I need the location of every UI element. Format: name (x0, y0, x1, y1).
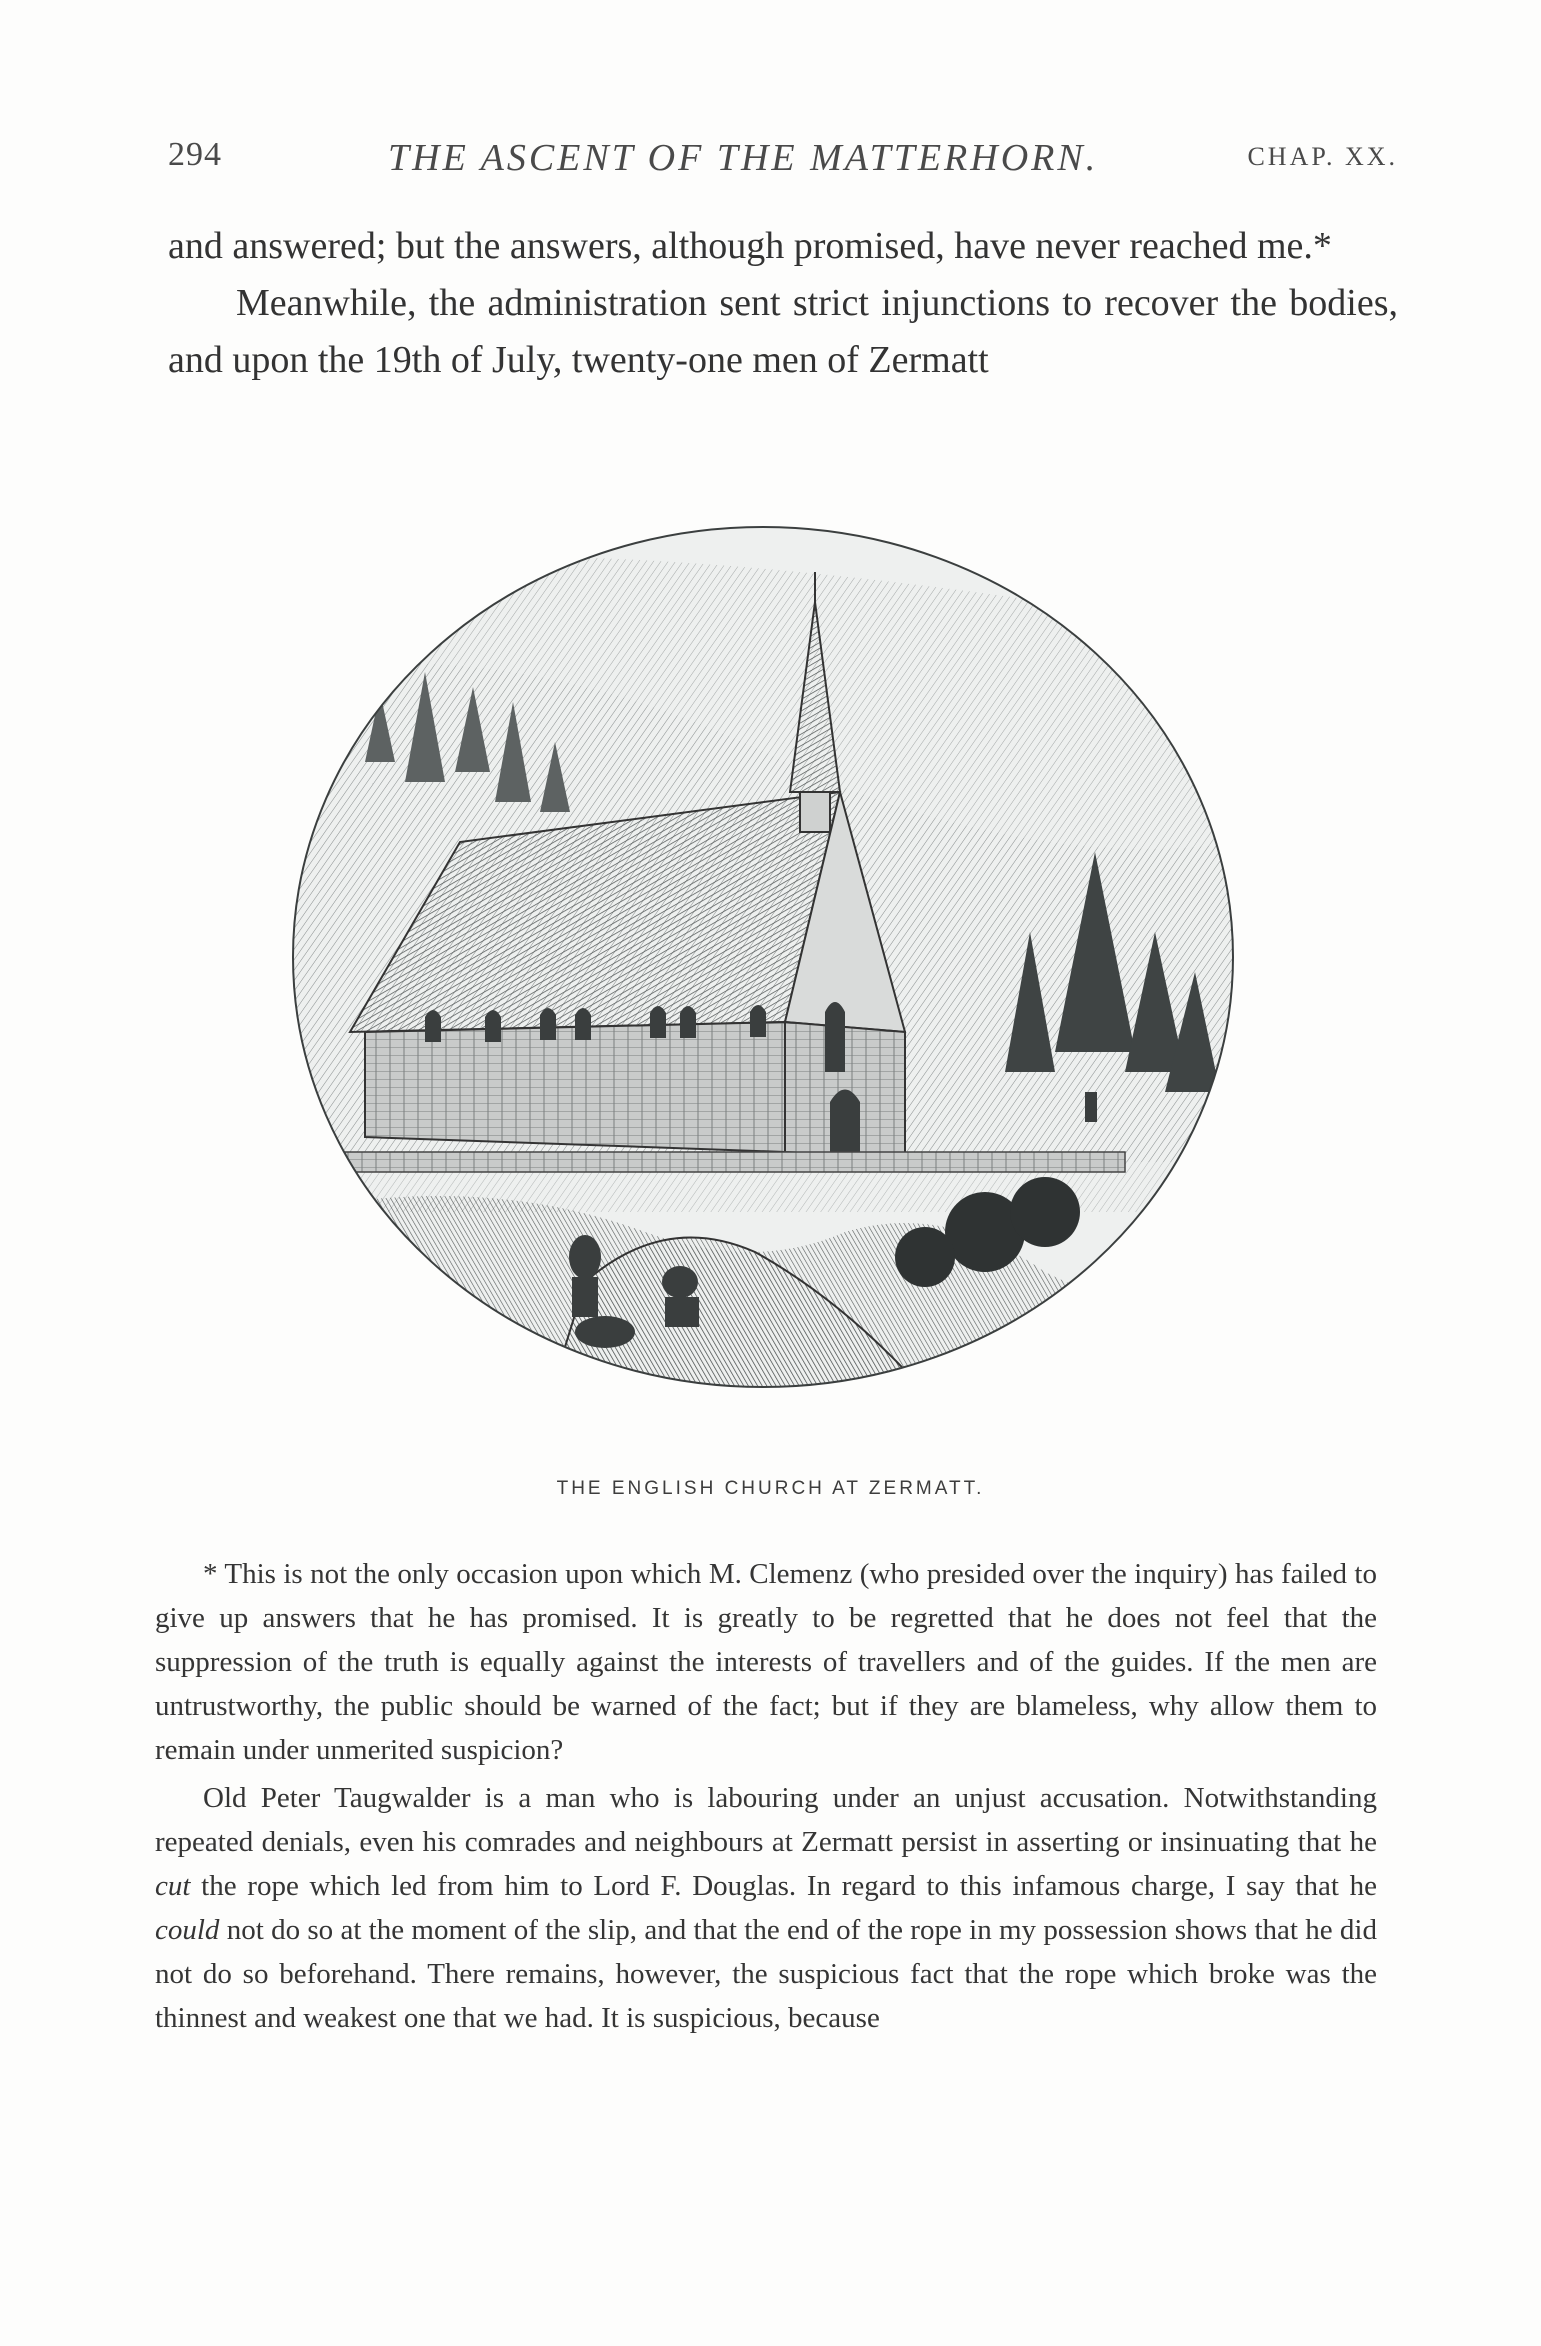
footnote-emphasis: could (155, 1914, 220, 1946)
footnote-text: the rope which led from him to Lord F. Douglas. In regard to this infamous charge, I say that he (190, 1870, 1377, 1902)
illustration-caption: THE ENGLISH CHURCH AT ZERMATT. (556, 1478, 985, 1499)
page-number: 294 (168, 136, 222, 173)
church-engraving-icon (285, 512, 1240, 1447)
footnote-text: not do so at the moment of the slip, and that the end of the rope in my possession shows that he did not do so beforehand. There remains, however, the suspicious fact that the rope which broke was the thinnest and weakest one that we had. It is suspicious, because (155, 1914, 1377, 2034)
book-title: THE ASCENT OF THE MATTERHORN. (388, 137, 1099, 179)
body-text (168, 218, 1398, 389)
body-paragraph: Meanwhile, the administration sent strict injunctions to recover the bodies, and upon the 19th of July, twenty-one men of Zermatt (168, 282, 1398, 381)
footnote-text: Old Peter Taugwalder is a man who is labouring under an unjust accusation. Notwithstanding repeated denials, even his comrades and neighbours at Zermatt persist in asserting or insinuating that he (155, 1782, 1377, 1858)
running-head (168, 136, 1398, 186)
footnote-paragraph (155, 1776, 1377, 2040)
footnote-emphasis: cut (155, 1870, 191, 1902)
footnote-paragraph: * This is not the only occasion upon which M. Clemenz (who presided over the inquiry) has failed to give up answers that he has promised. It is greatly to be regretted that he does not feel that the suppression of the truth is equally against the interests of travellers and of the guides. If the men are untrustworthy, the public should be warned of the fact; but if they are blameless, why allow them to remain under unmerited suspicion? (155, 1558, 1377, 1766)
chapter-label: CHAP. XX. (1247, 142, 1398, 171)
church-engraving-illustration (285, 512, 1240, 1447)
body-paragraph: and answered; but the answers, although promised, have never reached me.* (168, 225, 1332, 267)
footnotes (155, 1552, 1377, 2040)
